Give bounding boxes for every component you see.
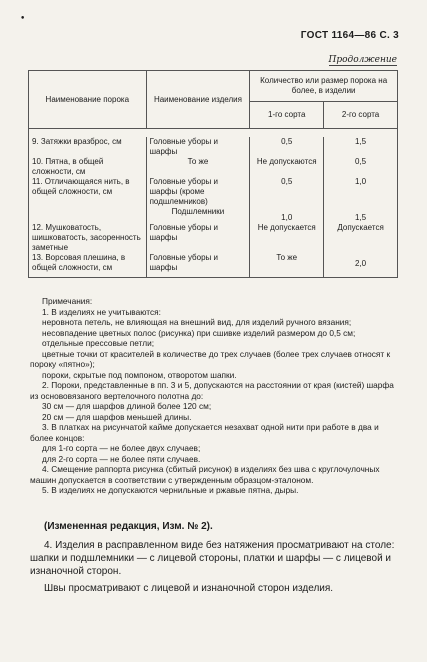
item-name: Головные уборы и шарфы bbox=[146, 223, 250, 253]
item-name: То же bbox=[146, 157, 250, 177]
note-text: 1. В изделиях не учитываются: bbox=[42, 306, 161, 317]
note-text: цветные точки от красителей в количестве до трех случаев (более трех случаев относят к пороку «пятно»); bbox=[30, 348, 391, 369]
grade1-value: Не допускается bbox=[250, 223, 324, 253]
table-row bbox=[29, 157, 398, 177]
paragraph-5: Швы просматривают с лицевой и изнаночной сторон изделия. bbox=[44, 583, 334, 594]
note-text: неровнота петель, не влияющая на внешний вид, для изделий ручного вязания; bbox=[42, 317, 352, 327]
main-text bbox=[30, 520, 404, 595]
grade1-value: 0,5 bbox=[250, 177, 324, 207]
note-text: несовпадение цветных полос (рисунка) при сшивке изделий размером до 0,5 см; bbox=[42, 327, 356, 338]
table-row bbox=[29, 223, 398, 253]
grade2-value: 1,0 bbox=[324, 177, 398, 207]
item-name: Головные уборы и шарфы (кроме подшлемников) bbox=[146, 177, 250, 207]
grade2-value: 2,0 bbox=[324, 253, 398, 278]
note-text: для 1-го сорта — не более двух случаев; bbox=[42, 443, 201, 453]
defect-name: 10. Пятна, в общей сложности, см bbox=[29, 157, 147, 177]
col-item-header: Наименование изделия bbox=[146, 71, 250, 129]
grade2-value: 0,5 bbox=[324, 157, 398, 177]
col-defect-header: Наименование порока bbox=[29, 71, 147, 129]
defect-name: 9. Затяжки вразброс, см bbox=[29, 137, 147, 157]
col-grade1-header: 1-го сорта bbox=[250, 102, 324, 129]
defect-name: 11. Отличающаяся нить, в общей сложности, см bbox=[29, 177, 147, 207]
edition-note: (Измененная редакция, Изм. № 2). bbox=[44, 521, 213, 532]
note-text: отдельные прессовые петли; bbox=[42, 338, 155, 348]
page-header: ГОСТ 1164—86 С. 3 bbox=[300, 30, 399, 41]
note-text: 2. Пороки, представленные в пп. 3 и 5, допускаются на расстоянии от края (кистей) шарфа из основовязаного вертелочного полотна до: bbox=[30, 380, 394, 401]
notes-title: Примечания: bbox=[42, 296, 93, 306]
note-text: 4. Смещение раппорта рисунка (сбитый рисунок) в изделиях без шва с круглочулочных машин допускается в соответствии с утвержденным образцом-эталоном. bbox=[30, 464, 380, 485]
grade1-value: 0,5 bbox=[250, 137, 324, 157]
defects-table bbox=[28, 70, 398, 278]
grade1-value: То же bbox=[250, 253, 324, 278]
table-row bbox=[29, 253, 398, 278]
item-name: Головные уборы и шарфы bbox=[146, 137, 250, 157]
defect-name: 13. Ворсовая плешина, в общей сложности, см bbox=[29, 253, 147, 278]
grade1-value: 1,0 bbox=[250, 207, 324, 223]
defect-name bbox=[29, 207, 147, 223]
col-grade2-header: 2-го сорта bbox=[324, 102, 398, 129]
grade1-value: Не допускаются bbox=[250, 157, 324, 177]
continuation-label: Продолжение bbox=[328, 55, 397, 65]
note-text: 5. В изделиях не допускаются чернильные и ржавые пятна, дыры. bbox=[42, 485, 299, 495]
item-name: Головные уборы и шарфы bbox=[146, 253, 250, 278]
item-name: Подшлемники bbox=[146, 207, 250, 223]
page-mark: • bbox=[20, 14, 26, 24]
note-text: 3. В платках на рисунчатой кайме допускается незахват одной нити при работе в два и более концов: bbox=[30, 422, 379, 443]
grade2-value: 1,5 bbox=[324, 207, 398, 223]
notes-section bbox=[30, 296, 402, 496]
table-row bbox=[29, 137, 398, 157]
note-text: 20 см — для шарфов меньшей длины. bbox=[42, 411, 192, 422]
note-text: 30 см — для шарфов длиной более 120 см; bbox=[42, 401, 212, 411]
table-row bbox=[29, 129, 398, 138]
col-group-header: Количество или размер порока на более, в изделии bbox=[250, 71, 398, 102]
grade2-value: Допускается bbox=[324, 223, 398, 253]
note-text: для 2-го сорта — не более пяти случаев. bbox=[42, 453, 201, 464]
defect-name: 12. Мушковатость, шишковатость, засоренность заметные bbox=[29, 223, 147, 253]
note-text: пороки, скрытые под помпоном, отворотом шапки. bbox=[42, 369, 237, 380]
paragraph-4: 4. Изделия в расправленном виде без натяжения просматривают на столе: шапки и подшлемники — с лицевой стороны, платки и шарфы — с лицевой и изнаночной сторон. bbox=[30, 540, 395, 577]
table-row bbox=[29, 207, 398, 223]
grade2-value: 1,5 bbox=[324, 137, 398, 157]
table-row bbox=[29, 177, 398, 207]
